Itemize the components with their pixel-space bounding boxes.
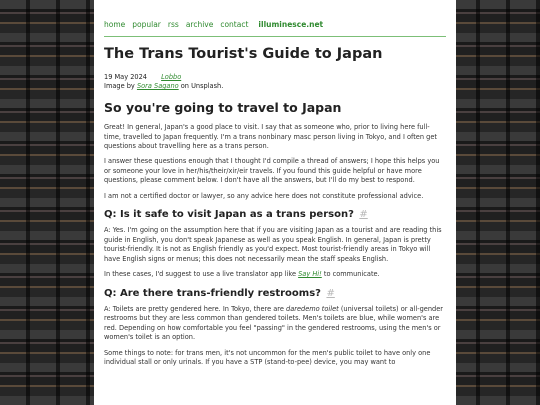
daredemo-toilet-term: daredemo toilet [286,304,339,313]
answer-prefix: A: Toilets are pretty gendered here. In Tokyo, there are [104,304,287,313]
nav-link-rss[interactable]: rss [167,20,179,29]
nav-link-popular[interactable]: popular [132,20,161,29]
image-credit-suffix: on Unsplash. [178,82,224,90]
date-author-line [104,73,446,82]
nav-link-contact[interactable]: contact [220,20,249,29]
faq-heading-safety [104,209,446,220]
nav-link-home[interactable]: home [104,20,126,29]
restroom-notes: Some things to note: for trans men, it's not uncommon for the men's public toilet to have only one individual stall or only urinals. If you have a STP (stand-to-pee) device, you may want to [104,348,431,367]
suggestion-prefix: In these cases, I'd suggest to use a live translator app like [104,270,299,279]
image-credit-prefix: Image by [104,82,137,90]
translator-suggestion [104,270,446,280]
faq-question-text: Q: Are there trans-friendly restrooms? [104,287,321,299]
image-credit [104,82,446,91]
faq-question-text: Q: Is it safe to visit Japan as a trans person? [104,209,354,221]
article-meta [104,73,446,91]
article-content [94,46,456,368]
answer-suffix: (universal toilets) or all-gender restrooms but they are less common than gendered toilets. Men's toilets are blue, while women's are red. Depending on how comfortable you feel "passing" in the gendered restrooms, using the men's or women's toilet is an option. [104,304,443,342]
site-name-link[interactable]: illuminesce.net [258,20,324,29]
publish-date: 19 May 2024 [104,73,147,81]
top-nav [104,20,446,37]
page-title: The Trans Tourist's Guide to Japan [104,46,383,62]
suggestion-suffix: to communicate. [321,270,380,279]
say-hi-link[interactable]: Say Hi! [298,270,322,279]
author-link[interactable]: Lobbo [161,73,182,81]
nav-link-archive[interactable]: archive [185,20,214,29]
faq-answer-restrooms [104,305,446,343]
article-page [94,0,456,405]
intro-paragraph-1: Great! In general, Japan's a good place to visit. I say that as someone who, prior to living here full-time, travelled to Japan frequently. I'm a trans nonbinary masc person living in Tokyo, and I often get questions about travelling here as a trans person. [104,123,437,151]
intro-paragraph-2: I answer these questions enough that I thought I'd compile a thread of answers; I hope this helps you or someone your love in her/his/their/xir/eir travels. If you found this guide helpful or have more questions, please comment below. I don't have all the answers, but I'll do my best to respond. [104,157,440,185]
section-heading: So you're going to travel to Japan [104,100,342,115]
heading-anchor-link[interactable]: # [326,287,335,299]
heading-anchor-link[interactable]: # [359,209,368,221]
faq-answer-safety: A: Yes. I'm going on the assumption here that if you are visiting Japan as a tourist and are reading this guide in English, you don't speak Japanese as well as you speak English. In general, Japan is pretty tourist-friendly. It is not as English friendly as you'd expect. Most tourist-friendly areas in Tokyo will have English signs or menus; this does not necessarily mean the staff speaks English. [104,226,442,263]
faq-heading-restrooms [104,288,446,299]
image-credit-link[interactable]: Sora Sagano [136,82,179,90]
intro-paragraph-3: I am not a certified doctor or lawyer, so any advice here does not constitute professional advice. [104,191,424,200]
